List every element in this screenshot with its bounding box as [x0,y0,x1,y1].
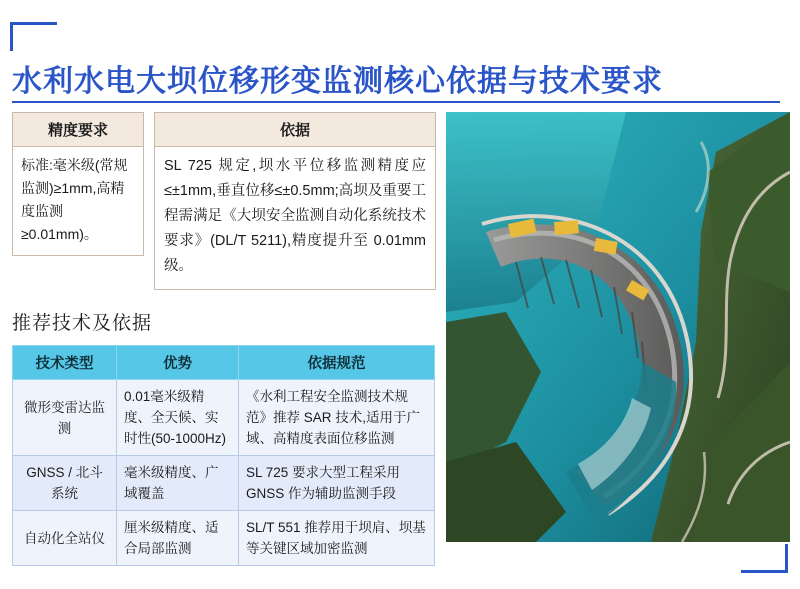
accuracy-requirement-box [12,112,144,256]
title-divider [12,101,780,103]
table-cell-type: GNSS / 北斗系统 [13,456,117,511]
requirement-boxes [12,112,436,290]
accuracy-box-header: 精度要求 [13,113,143,147]
corner-accent-top-left [10,22,57,51]
table-header-cell: 依据规范 [239,346,435,380]
accuracy-box-body: 标准:毫米级(常规监测)≥1mm,高精度监测≥0.01mm)。 [21,157,128,242]
basis-box-header: 依据 [155,113,435,147]
table-row [13,456,435,511]
left-content-column [12,112,436,566]
basis-box-body: SL 725 规定,坝水平位移监测精度应≤±1mm,垂直位移≤±0.5mm;高坝及重要工程需满足《大坝安全监测自动化系统技术要求》(DL/T 5211),精度提升至 0.01mm 级。 [164,158,426,274]
table-cell-basis: SL 725 要求大型工程采用 GNSS 作为辅助监测手段 [239,456,435,511]
table-cell-advantage: 0.01毫米级精度、全天候、实时性(50-1000Hz) [117,380,239,456]
section-subheading: 推荐技术及依据 [12,313,153,334]
table-row [13,511,435,566]
table-cell-advantage: 厘米级精度、适合局部监测 [117,511,239,566]
basis-box [154,112,436,290]
dam-aerial-photo [446,112,790,542]
corner-accent-bottom-right [741,544,788,573]
dam-photo-graphic [446,112,790,542]
table-header-row [13,346,435,380]
table-cell-basis: SL/T 551 推荐用于坝肩、坝基等关键区域加密监测 [239,511,435,566]
table-header-cell: 优势 [117,346,239,380]
table-header-cell: 技术类型 [13,346,117,380]
table-cell-basis: 《水利工程安全监测技术规范》推荐 SAR 技术,适用于广域、高精度表面位移监测 [239,380,435,456]
table-cell-type: 微形变雷达监测 [13,380,117,456]
table-row [13,380,435,456]
technology-table [12,345,435,566]
table-cell-advantage: 毫米级精度、广域覆盖 [117,456,239,511]
table-cell-type: 自动化全站仪 [13,511,117,566]
page-title: 水利水电大坝位移形变监测核心依据与技术要求 [12,65,663,98]
